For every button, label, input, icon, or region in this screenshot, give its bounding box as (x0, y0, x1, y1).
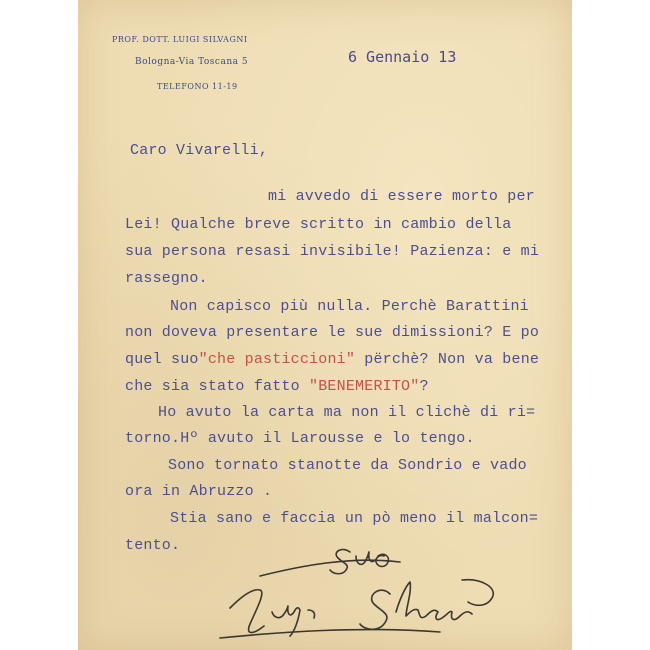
signature-last-name-stroke (360, 590, 390, 629)
salutation: Caro Vivarelli, (130, 142, 269, 159)
benemerito-red: "BENEMERITO" (309, 378, 420, 395)
paragraph-2-line-4-start: che sia stato fatto (125, 378, 310, 395)
paragraph-1-line-3: sua persona resasi invisibile! Pazienza: e mi (125, 243, 540, 260)
paragraph-2-line-1: Non capisco più nulla. Perchè Barattini (170, 298, 529, 315)
signature-flourish (260, 560, 400, 576)
handwritten-signature (200, 530, 560, 650)
paragraph-2-line-3-start: quel suo (125, 351, 199, 368)
paragraph-2-line-4-end: ? (419, 378, 429, 395)
quoted-phrase-red: "che pasticcioni" (198, 351, 356, 368)
paragraph-1-line-2: Lei! Qualche breve scritto in cambio della (125, 216, 512, 233)
letterhead-address: Bologna-Via Toscana 5 (135, 57, 249, 67)
paragraph-5-line-2: tento. (125, 537, 181, 554)
signature-closing-stroke-2 (356, 552, 375, 564)
paragraph-3-line-2: torno.Hº avuto il Larousse e lo tengo. (125, 430, 475, 447)
paragraph-3-line-1: Ho avuto la carta ma non il clichè di ri= (158, 404, 536, 421)
signature-first-name-stroke (230, 590, 264, 633)
signature-underline (220, 630, 440, 638)
paragraph-5-line-1: Stia sano e faccia un pò meno il malcon= (170, 510, 539, 527)
signature-last-name-stroke-3 (462, 580, 493, 606)
paragraph-1-line-4: rassegno. (125, 270, 208, 287)
letterhead-phone: TELEFONO 11-19 (157, 82, 238, 91)
signature-first-name-stroke-3 (308, 610, 315, 618)
paragraph-2-line-3 (125, 351, 539, 368)
paragraph-2-line-2: non doveva presentare le sue dimissioni? E po (125, 324, 540, 341)
paragraph-4-line-2: ora in Abruzzo . (125, 483, 273, 500)
letter-date: 6 Gennaio 13 (348, 48, 457, 66)
paragraph-2-line-3-end: përchè? Non va bene (355, 351, 540, 368)
letterhead-name: PROF. DOTT. LUIGI SILVAGNI (112, 35, 248, 44)
paragraph-2-line-4 (125, 378, 429, 395)
paragraph-4-line-1: Sono tornato stanotte da Sondrio e vado (168, 457, 527, 474)
signature-last-name-stroke-2 (396, 582, 472, 620)
paragraph-1-line-1: mi avvedo di essere morto per (268, 188, 535, 205)
